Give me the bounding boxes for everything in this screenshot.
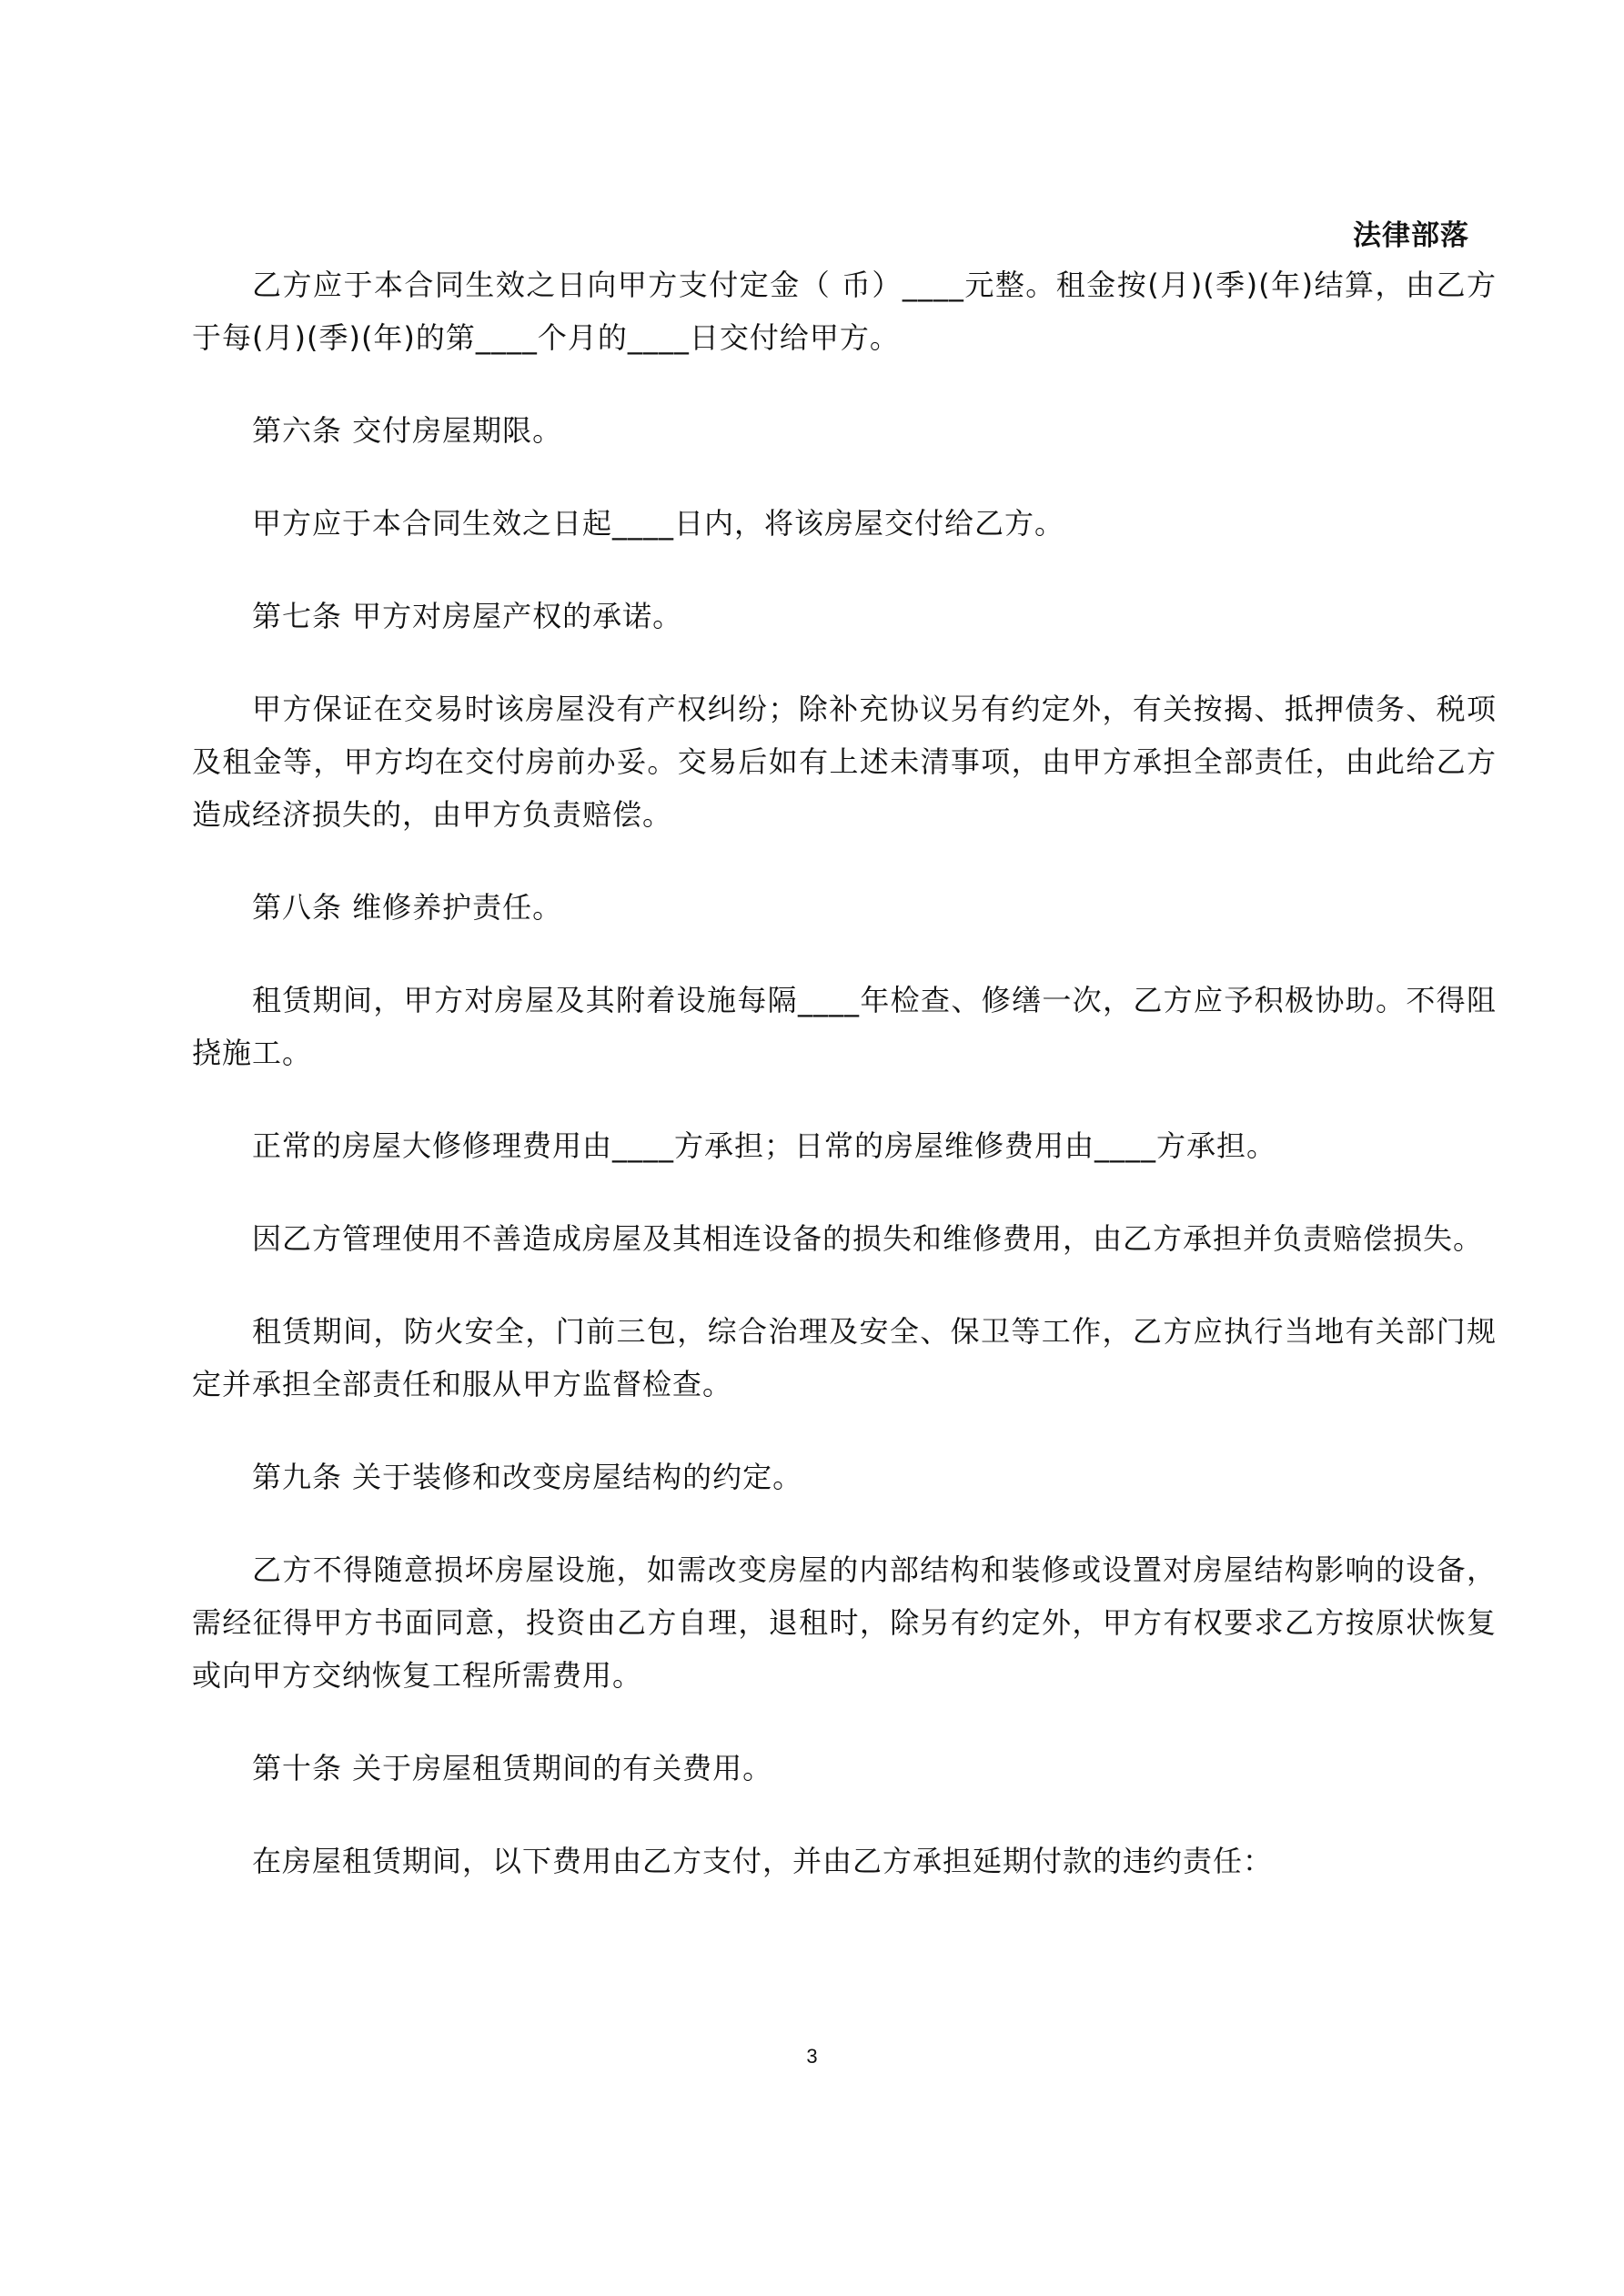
document-body bbox=[192, 258, 1497, 1927]
document-header-title: 法律部落 bbox=[1353, 219, 1469, 252]
clause-10-heading: 第十条 关于房屋租赁期间的有关费用。 bbox=[252, 1751, 773, 1785]
paragraph-fire-safety: 租赁期间，防火安全，门前三包，综合治理及安全、保卫等工作，乙方应执行当地有关部门规定并承担全部责任和服从甲方监督检查。 bbox=[192, 1314, 1497, 1401]
clause-7-heading: 第七条 甲方对房屋产权的承诺。 bbox=[252, 599, 683, 633]
paragraph-renovation: 乙方不得随意损坏房屋设施，如需改变房屋的内部结构和装修或设置对房屋结构影响的设备，需经征得甲方书面同意，投资由乙方自理，退租时，除另有约定外，甲方有权要求乙方按原状恢复或向甲方交纳恢复工程所需费用。 bbox=[192, 1553, 1497, 1693]
clause-8-heading: 第八条 维修养护责任。 bbox=[252, 890, 563, 925]
paragraph-fees: 在房屋租赁期间，以下费用由乙方支付，并由乙方承担延期付款的违约责任： bbox=[252, 1844, 1274, 1878]
paragraph-delivery-period: 甲方应于本合同生效之日起____日内，将该房屋交付给乙方。 bbox=[252, 506, 1065, 541]
clause-9-heading: 第九条 关于装修和改变房屋结构的约定。 bbox=[252, 1460, 803, 1494]
page-number: 3 bbox=[806, 2045, 818, 2068]
clause-6-heading: 第六条 交付房屋期限。 bbox=[252, 413, 563, 448]
paragraph-damage-liability: 因乙方管理使用不善造成房屋及其相连设备的损失和维修费用，由乙方承担并负责赔偿损失。 bbox=[252, 1221, 1484, 1256]
paragraph-inspection: 租赁期间，甲方对房屋及其附着设施每隔____年检查、修缮一次，乙方应予积极协助。不得阻挠施工。 bbox=[192, 983, 1497, 1070]
paragraph-repair-costs: 正常的房屋大修修理费用由____方承担；日常的房屋维修费用由____方承担。 bbox=[252, 1128, 1277, 1163]
paragraph-property-rights: 甲方保证在交易时该房屋没有产权纠纷；除补充协议另有约定外，有关按揭、抵押债务、税项及租金等，甲方均在交付房前办妥。交易后如有上述未清事项，由甲方承担全部责任，由此给乙方造成经济损失的，由甲方负责赔偿。 bbox=[192, 692, 1497, 832]
paragraph-deposit-rent: 乙方应于本合同生效之日向甲方支付定金（ 币）____元整。租金按(月)(季)(年)结算，由乙方于每(月)(季)(年)的第____个月的____日交付给甲方。 bbox=[192, 268, 1497, 355]
